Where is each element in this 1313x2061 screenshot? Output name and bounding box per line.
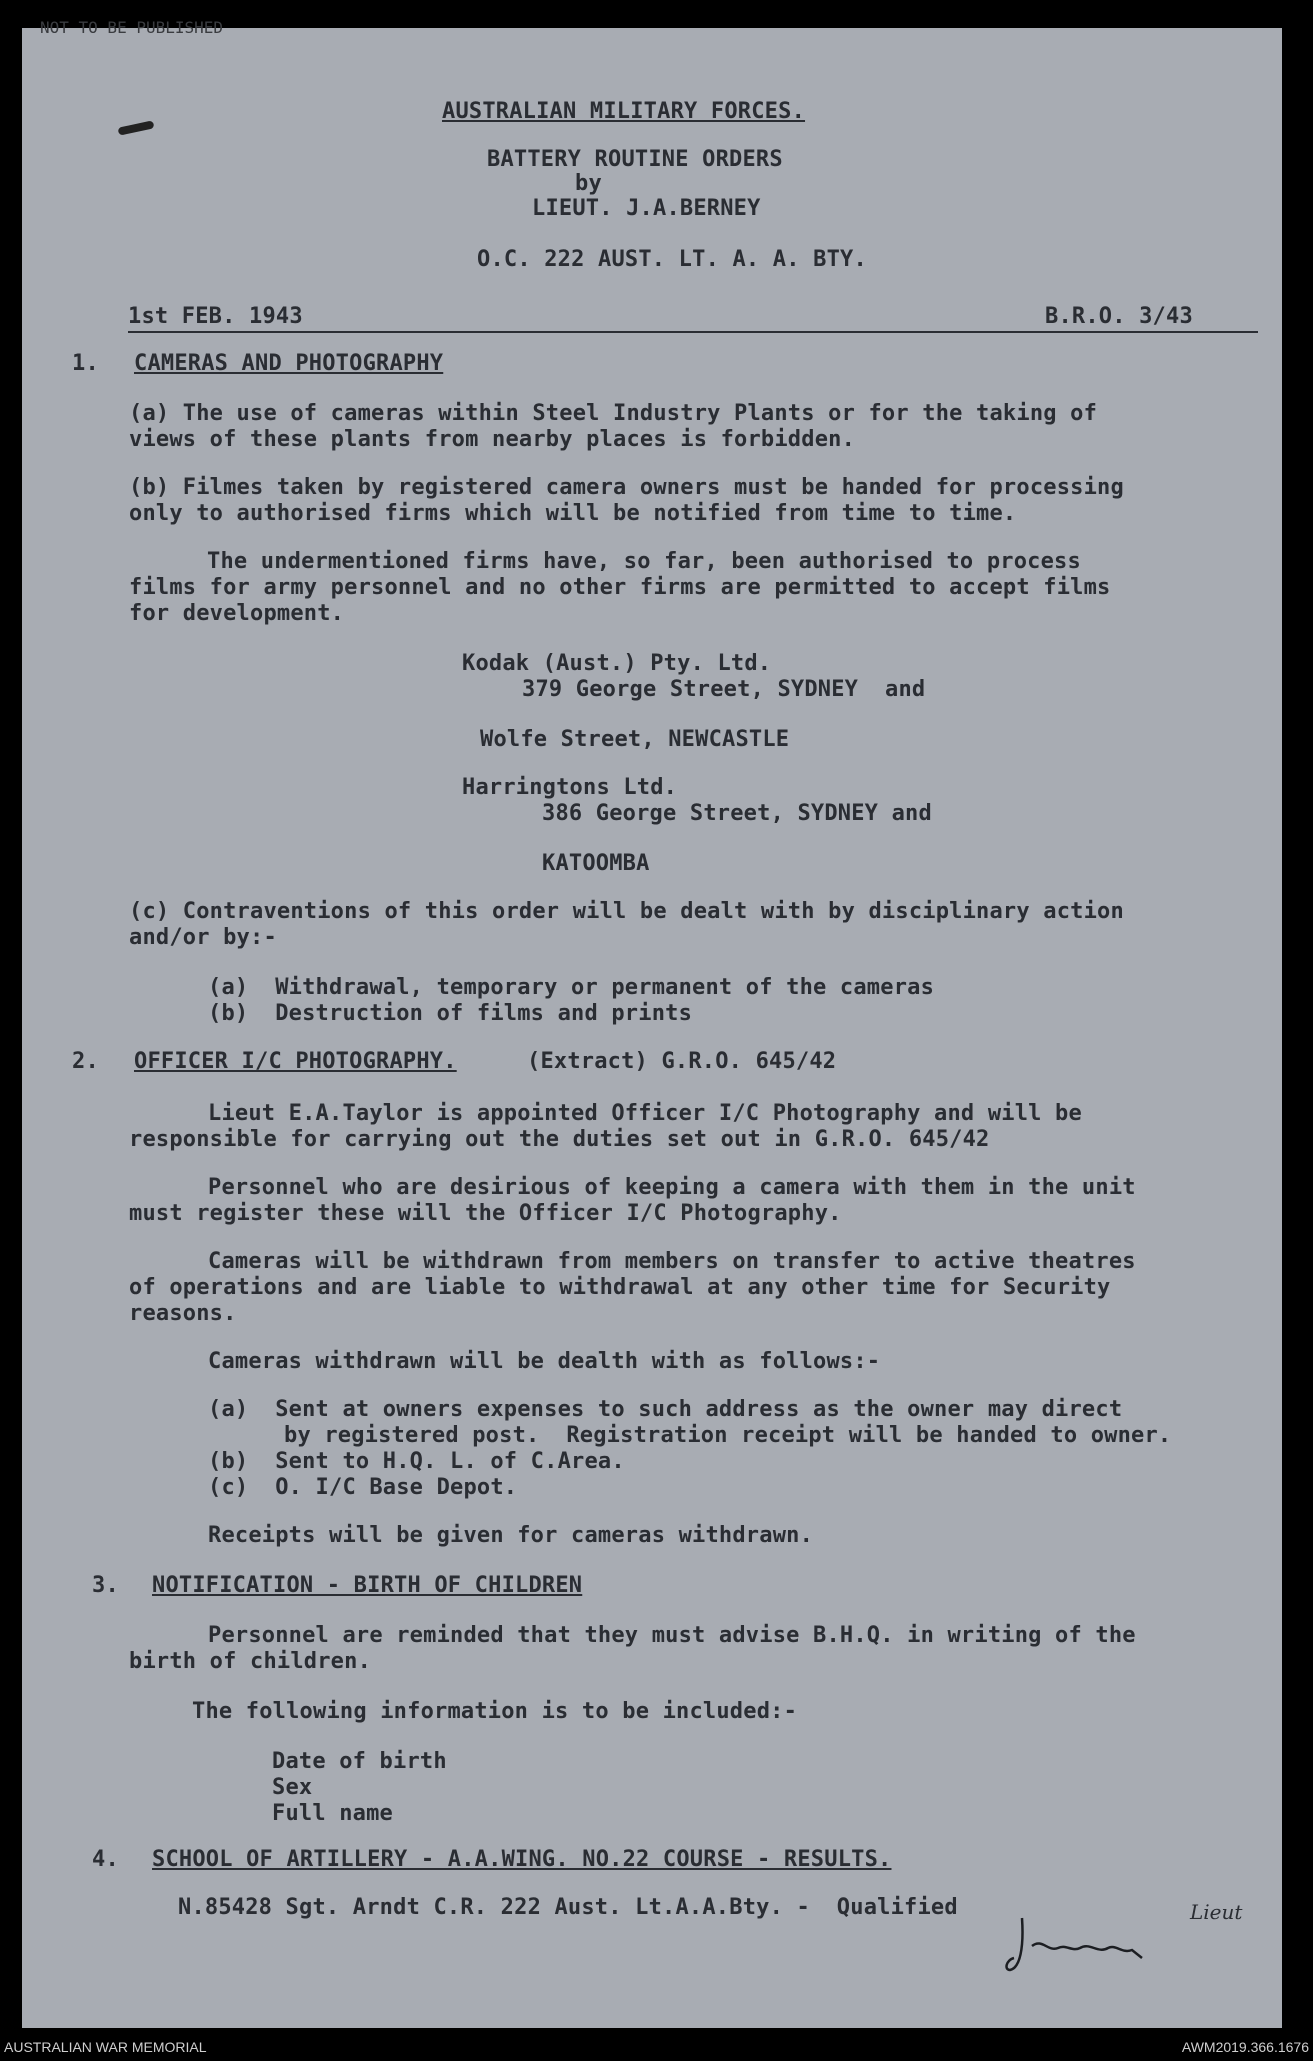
- s1-c-item-a: (a) Withdrawal, temporary or permanent of the cameras: [208, 975, 935, 1000]
- s4-number: 4.: [92, 1847, 119, 1872]
- s3-item-fullname: Full name: [272, 1801, 394, 1826]
- s2-title: OFFICER I/C PHOTOGRAPHY.: [134, 1049, 457, 1074]
- s3-title: NOTIFICATION - BIRTH OF CHILDREN: [152, 1573, 583, 1598]
- firm-harringtons: Harringtons Ltd.: [462, 775, 678, 800]
- s3-p2: birth of children.: [129, 1649, 372, 1674]
- footer-left: AUSTRALIAN WAR MEMORIAL: [4, 2039, 207, 2055]
- s2-item-c: (c) O. I/C Base Depot.: [208, 1475, 518, 1500]
- s1-a-line1: (a) The use of cameras within Steel Industry Plants or for the taking of: [129, 401, 1098, 426]
- s3-item-dob: Date of birth: [272, 1749, 447, 1774]
- s4-title: SCHOOL OF ARTILLERY - A.A.WING. NO.22 COURSE - RESULTS.: [152, 1847, 892, 1872]
- doc-officer: LIEUT. J.A.BERNEY: [532, 196, 761, 221]
- s2-p2: responsible for carrying out the duties set out in G.R.O. 645/42: [129, 1127, 990, 1152]
- s1-c-line2: and/or by:-: [129, 925, 277, 950]
- signature-rank: Lieut: [1190, 1900, 1243, 1924]
- document-sheet: [22, 18, 1282, 2028]
- s3-item-sex: Sex: [272, 1775, 313, 1800]
- doc-subtitle: BATTERY ROUTINE ORDERS: [487, 147, 783, 172]
- doc-unit: O.C. 222 AUST. LT. A. A. BTY.: [477, 247, 867, 272]
- ink-mark-icon: [118, 120, 155, 135]
- s2-p6: of operations and are liable to withdrawal at any other time for Security: [129, 1275, 1111, 1300]
- firm-kodak-address1: 379 George Street, SYDNEY and: [522, 677, 926, 702]
- firm-kodak: Kodak (Aust.) Pty. Ltd.: [462, 651, 772, 676]
- firm-harringtons-address1: 386 George Street, SYDNEY and: [542, 801, 932, 826]
- doc-ref: B.R.O. 3/43: [1045, 304, 1193, 329]
- s2-p7: reasons.: [129, 1301, 237, 1326]
- s2-receipts: Receipts will be given for cameras withdrawn.: [208, 1523, 814, 1548]
- s1-title: CAMERAS AND PHOTOGRAPHY: [134, 351, 444, 376]
- s1-para-line3: for development.: [129, 601, 345, 626]
- s2-p3: Personnel who are desirious of keeping a camera with them in the unit: [208, 1175, 1136, 1200]
- s1-c-line1: (c) Contraventions of this order will be dealt with by disciplinary action: [129, 899, 1124, 924]
- s2-item-a2: by registered post. Registration receipt will be handed to owner.: [284, 1423, 1172, 1448]
- s1-para-line1: The undermentioned firms have, so far, been authorised to process: [207, 549, 1081, 574]
- header-rule: [128, 331, 1258, 333]
- firm-kodak-address2: Wolfe Street, NEWCASTLE: [480, 727, 790, 752]
- s2-extract: (Extract) G.R.O. 645/42: [527, 1049, 837, 1074]
- s1-para-line2: films for army personnel and no other firms are permitted to accept films: [129, 575, 1111, 600]
- doc-date: 1st FEB. 1943: [128, 304, 303, 329]
- s3-p1: Personnel are reminded that they must advise B.H.Q. in writing of the: [208, 1623, 1136, 1648]
- s1-b-line2: only to authorised firms which will be notified from time to time.: [129, 501, 1017, 526]
- s3-number: 3.: [92, 1573, 119, 1598]
- s2-p5: Cameras will be withdrawn from members on transfer to active theatres: [208, 1249, 1136, 1274]
- s2-p4: must register these will the Officer I/C Photography.: [129, 1201, 842, 1226]
- s2-number: 2.: [72, 1049, 99, 1074]
- s2-item-a1: (a) Sent at owners expenses to such address as the owner may direct: [208, 1397, 1123, 1422]
- firm-harringtons-address2: KATOOMBA: [542, 851, 650, 876]
- footer-right: AWM2019.366.1676: [1181, 2039, 1309, 2055]
- top-cut-text: NOT TO BE PUBLISHED: [40, 18, 224, 37]
- s2-item-b: (b) Sent to H.Q. L. of C.Area.: [208, 1449, 625, 1474]
- s3-p3: The following information is to be included:-: [192, 1699, 798, 1724]
- s1-a-line2: views of these plants from nearby places is forbidden.: [129, 427, 856, 452]
- s4-result-line: N.85428 Sgt. Arndt C.R. 222 Aust. Lt.A.A.Bty. - Qualified: [178, 1895, 958, 1920]
- s1-number: 1.: [72, 351, 99, 376]
- s1-b-line1: (b) Filmes taken by registered camera owners must be handed for processing: [129, 475, 1124, 500]
- s2-p8: Cameras withdrawn will be dealth with as follows:-: [208, 1349, 881, 1374]
- s2-p1: Lieut E.A.Taylor is appointed Officer I/C Photography and will be: [208, 1101, 1082, 1126]
- doc-by: by: [575, 171, 602, 196]
- doc-title: AUSTRALIAN MILITARY FORCES.: [442, 99, 806, 124]
- s1-c-item-b: (b) Destruction of films and prints: [208, 1001, 693, 1026]
